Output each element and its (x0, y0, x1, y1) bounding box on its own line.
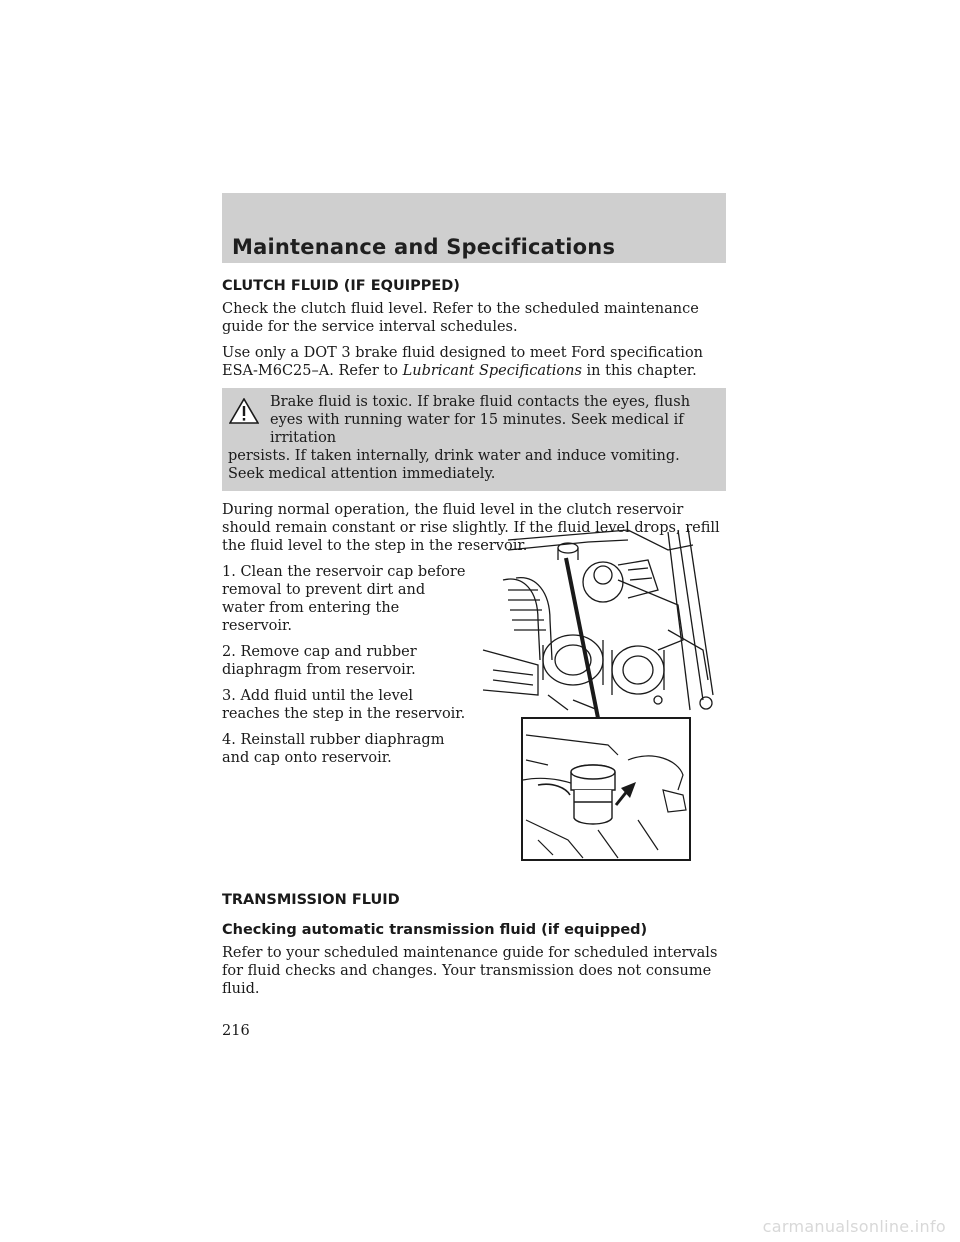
transmission-subheading: Checking automatic transmission fluid (if equipped) (222, 922, 648, 938)
clutch-paragraph-2 (222, 344, 726, 380)
transmission-paragraph-1: Refer to your scheduled maintenance guide for scheduled intervals for fluid checks and changes. Your transmission does not consume fluid. (222, 945, 718, 997)
warning-triangle-icon (229, 398, 259, 424)
transmission-fluid-section (222, 882, 726, 1006)
clutch-paragraph-1: Check the clutch fluid level. Refer to the scheduled maintenance guide for the service interval schedules. (222, 301, 699, 335)
clutch-p2-start: Use only a DOT 3 brake fluid designed to meet Ford specification ESA-M6C25–A. Refer to (222, 345, 704, 379)
warning-text-rest: persists. If taken internally, drink water and induce vomiting. Seek medical attention immediately. (228, 448, 680, 482)
clutch-p2-end: in this chapter. (581, 363, 697, 379)
warning-text-first: Brake fluid is toxic. If brake fluid contacts the eyes, flush eyes with running water for 15 minutes. Seek medical if irritation (270, 394, 691, 446)
clutch-heading: CLUTCH FLUID (IF EQUIPPED) (222, 278, 460, 294)
section-header-band (222, 193, 726, 263)
steps-list (222, 563, 466, 767)
step-item: 4. Reinstall rubber diaphragm and cap onto reservoir. (222, 732, 445, 766)
step-item: 2. Remove cap and rubber diaphragm from reservoir. (222, 644, 417, 678)
clutch-reservoir-illustration (478, 520, 724, 865)
engine-bay-drawing (478, 520, 724, 865)
section-title: Maintenance and Specifications (232, 235, 616, 259)
step-item: 3. Add fluid until the level reaches the step in the reservoir. (222, 688, 466, 722)
watermark: carmanualsonline.info (762, 1217, 946, 1236)
page-number: 216 (222, 1023, 250, 1039)
warning-box (222, 388, 726, 491)
step-item: 1. Clean the reservoir cap before removal to prevent dirt and water from entering the reservoir. (222, 564, 466, 634)
transmission-heading: TRANSMISSION FLUID (222, 892, 400, 908)
clutch-paragraph-3: During normal operation, the fluid level in the clutch reservoir should remain constant or rise slightly. If the fluid level drops, refill the fluid level to the step in the reservoir. (222, 502, 720, 554)
lubricant-specifications-ref: Lubricant Specifications (402, 363, 582, 379)
